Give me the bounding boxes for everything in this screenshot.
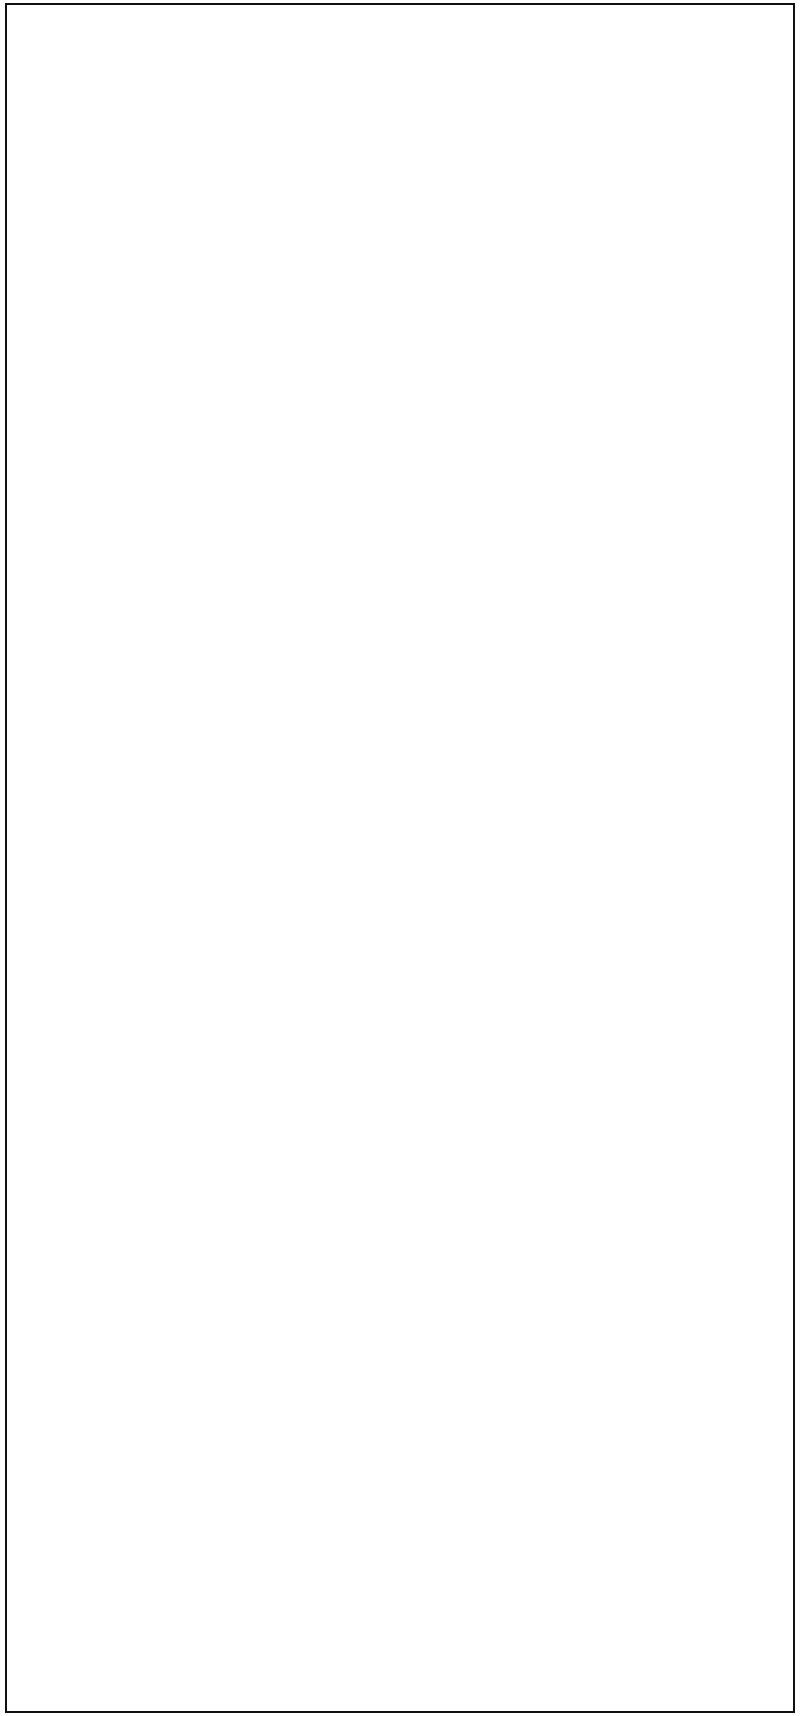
flyer-grid [5,3,795,1713]
